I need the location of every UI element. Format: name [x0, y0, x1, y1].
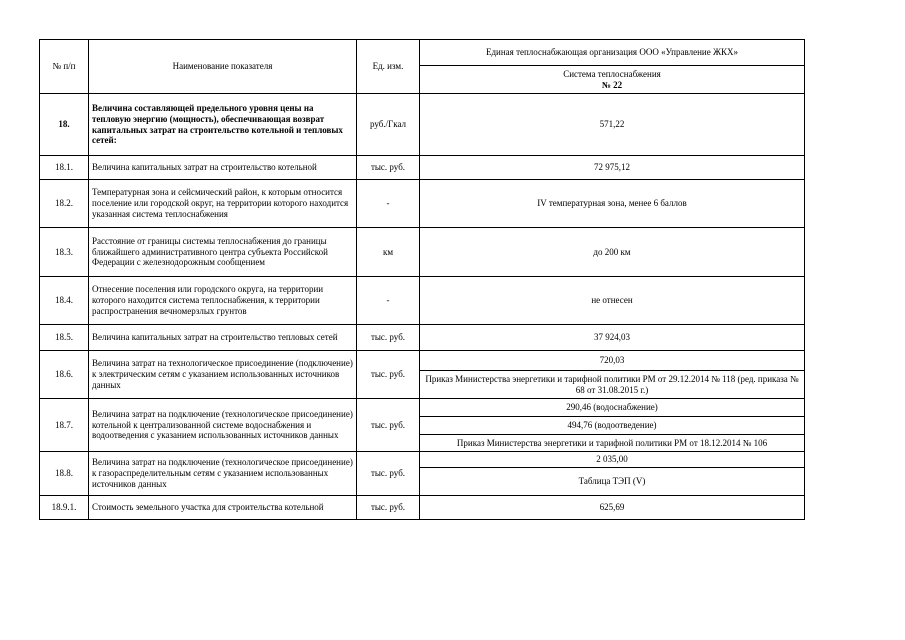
header-num: № п/п [40, 40, 89, 94]
table-row [40, 180, 805, 228]
row-value: 494,76 (водоотведение) [420, 417, 805, 435]
row-value: 2 035,00 [420, 452, 805, 468]
table-row [40, 351, 805, 371]
row-name: Величина капитальных затрат на строительство котельной [89, 156, 357, 180]
table-row [40, 496, 805, 520]
table-row [40, 399, 805, 417]
row-name: Величина затрат на технологическое присоединение (подключение) к электрическим сетям с указанием использованных источников данных [89, 351, 357, 399]
table-row [40, 156, 805, 180]
row-unit: руб./Гкал [357, 94, 420, 156]
row-source: Приказ Министерства энергетики и тарифной политики РМ от 29.12.2014 № 118 (ред. приказа № 68 от 31.08.2015 г.) [420, 371, 805, 399]
row-source: Таблица ТЭП (V) [420, 468, 805, 496]
row-value: IV температурная зона, менее 6 баллов [420, 180, 805, 228]
table-row [40, 325, 805, 351]
row-value: 37 924,03 [420, 325, 805, 351]
row-value: 625,69 [420, 496, 805, 520]
row-name: Величина составляющей предельного уровня цены на тепловую энергию (мощность), обеспечивающая возврат капитальных затрат на строительство котельной и тепловых сетей: [89, 94, 357, 156]
table-row [40, 94, 805, 156]
row-unit: тыс. руб. [357, 156, 420, 180]
row-unit: тыс. руб. [357, 496, 420, 520]
row-value: до 200 км [420, 228, 805, 277]
row-name: Отнесение поселения или городского округа, на территории которого находится система теплоснабжения, к территории распространения вечномерзлых грунтов [89, 277, 357, 325]
table-row [40, 452, 805, 468]
row-unit: тыс. руб. [357, 399, 420, 452]
row-unit: тыс. руб. [357, 452, 420, 496]
header-system [420, 66, 805, 94]
row-name: Стоимость земельного участка для строительства котельной [89, 496, 357, 520]
row-source: Приказ Министерства энергетики и тарифной политики РМ от 18.12.2014 № 106 [420, 435, 805, 452]
row-num: 18.4. [40, 277, 89, 325]
row-value: 72 975,12 [420, 156, 805, 180]
row-value: 290,46 (водоснабжение) [420, 399, 805, 417]
row-num: 18.2. [40, 180, 89, 228]
row-name: Расстояние от границы системы теплоснабжения до границы ближайшего административного центра субъекта Российской Федерации с железнодорожным сообщением [89, 228, 357, 277]
row-unit: - [357, 180, 420, 228]
header-unit: Ед. изм. [357, 40, 420, 94]
row-unit: тыс. руб. [357, 325, 420, 351]
row-unit: - [357, 277, 420, 325]
header-system-number: № 22 [601, 79, 623, 90]
table-row [40, 277, 805, 325]
tariff-table [39, 39, 805, 520]
row-value: 571,22 [420, 94, 805, 156]
header-system-label: Система теплоснабжения [563, 68, 661, 79]
header-name: Наименование показателя [89, 40, 357, 94]
row-unit: тыс. руб. [357, 351, 420, 399]
table-row [40, 228, 805, 277]
row-name: Величина капитальных затрат на строительство тепловых сетей [89, 325, 357, 351]
row-value: не отнесен [420, 277, 805, 325]
row-num: 18.6. [40, 351, 89, 399]
header-row [40, 40, 805, 66]
row-num: 18.8. [40, 452, 89, 496]
row-num: 18.5. [40, 325, 89, 351]
row-num: 18.1. [40, 156, 89, 180]
row-name: Величина затрат на подключение (технологическое присоединение) к газораспределительным сетям с указанием использованных источников данных [89, 452, 357, 496]
row-num: 18.3. [40, 228, 89, 277]
row-name: Температурная зона и сейсмический район, к которым относится поселение или городской округ, на территории которого находится указанная система теплоснабжения [89, 180, 357, 228]
row-num: 18.9.1. [40, 496, 89, 520]
header-org: Единая теплоснабжающая организация ООО «Управление ЖКХ» [420, 40, 805, 66]
row-value: 720,03 [420, 351, 805, 371]
row-num: 18. [40, 94, 89, 156]
row-num: 18.7. [40, 399, 89, 452]
row-unit: км [357, 228, 420, 277]
row-name: Величина затрат на подключение (технологическое присоединение) котельной к централизованной системе водоснабжения и водоотведения с указанием использованных источников данных [89, 399, 357, 452]
